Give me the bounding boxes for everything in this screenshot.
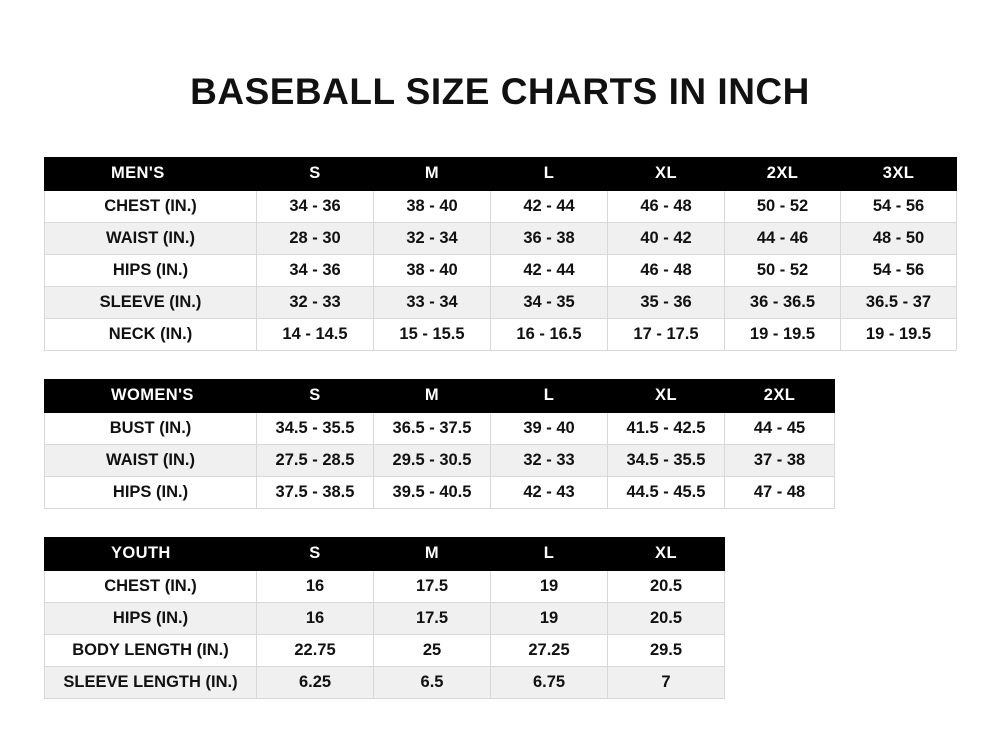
table-cell: 7 xyxy=(608,666,725,698)
table-cell: 6.5 xyxy=(374,666,491,698)
row-label: BODY LENGTH (IN.) xyxy=(45,634,257,666)
table-cell: 46 - 48 xyxy=(608,190,725,222)
table-cell: 28 - 30 xyxy=(257,222,374,254)
table-cell: 37.5 - 38.5 xyxy=(257,476,374,508)
table-cell: 32 - 33 xyxy=(491,444,608,476)
table-row xyxy=(45,476,835,508)
table-cell: 33 - 34 xyxy=(374,286,491,318)
mens-size-table xyxy=(44,157,957,351)
table-cell: 39 - 40 xyxy=(491,412,608,444)
column-header: M xyxy=(374,379,491,412)
table-cell: 19 xyxy=(491,570,608,602)
table-cell: 35 - 36 xyxy=(608,286,725,318)
table-row xyxy=(45,634,725,666)
table-row xyxy=(45,666,725,698)
table-cell: 19 xyxy=(491,602,608,634)
column-header: WOMEN'S xyxy=(45,379,257,412)
row-label: NECK (IN.) xyxy=(45,318,257,350)
table-cell: 42 - 44 xyxy=(491,254,608,286)
table-cell: 16 xyxy=(257,602,374,634)
row-label: SLEEVE LENGTH (IN.) xyxy=(45,666,257,698)
table-cell: 22.75 xyxy=(257,634,374,666)
column-header: S xyxy=(257,379,374,412)
table-cell: 44.5 - 45.5 xyxy=(608,476,725,508)
table-cell: 38 - 40 xyxy=(374,190,491,222)
table-cell: 39.5 - 40.5 xyxy=(374,476,491,508)
table-cell: 44 - 45 xyxy=(725,412,835,444)
table-cell: 50 - 52 xyxy=(725,254,841,286)
row-label: HIPS (IN.) xyxy=(45,254,257,286)
table-cell: 27.25 xyxy=(491,634,608,666)
table-cell: 20.5 xyxy=(608,602,725,634)
table-cell: 42 - 44 xyxy=(491,190,608,222)
table-cell: 16 - 16.5 xyxy=(491,318,608,350)
youth-size-table xyxy=(44,537,725,699)
table-cell: 6.25 xyxy=(257,666,374,698)
column-header: 2XL xyxy=(725,379,835,412)
row-label: CHEST (IN.) xyxy=(45,190,257,222)
table-cell: 34.5 - 35.5 xyxy=(257,412,374,444)
column-header: L xyxy=(491,157,608,190)
column-header: YOUTH xyxy=(45,537,257,570)
table-cell: 36.5 - 37.5 xyxy=(374,412,491,444)
column-header: M xyxy=(374,157,491,190)
table-cell: 27.5 - 28.5 xyxy=(257,444,374,476)
table-cell: 38 - 40 xyxy=(374,254,491,286)
table-cell: 48 - 50 xyxy=(841,222,957,254)
table-cell: 15 - 15.5 xyxy=(374,318,491,350)
table-cell: 40 - 42 xyxy=(608,222,725,254)
row-label: HIPS (IN.) xyxy=(45,602,257,634)
table-cell: 34 - 35 xyxy=(491,286,608,318)
table-cell: 36 - 38 xyxy=(491,222,608,254)
table-header-row xyxy=(45,157,957,190)
column-header: L xyxy=(491,379,608,412)
row-label: SLEEVE (IN.) xyxy=(45,286,257,318)
table-cell: 47 - 48 xyxy=(725,476,835,508)
table-cell: 14 - 14.5 xyxy=(257,318,374,350)
table-cell: 46 - 48 xyxy=(608,254,725,286)
table-row xyxy=(45,318,957,350)
table-row xyxy=(45,444,835,476)
column-header: MEN'S xyxy=(45,157,257,190)
table-row xyxy=(45,190,957,222)
table-cell: 37 - 38 xyxy=(725,444,835,476)
column-header: 3XL xyxy=(841,157,957,190)
table-cell: 19 - 19.5 xyxy=(725,318,841,350)
row-label: BUST (IN.) xyxy=(45,412,257,444)
table-cell: 36 - 36.5 xyxy=(725,286,841,318)
row-label: CHEST (IN.) xyxy=(45,570,257,602)
table-cell: 17.5 xyxy=(374,570,491,602)
column-header: XL xyxy=(608,537,725,570)
size-tables xyxy=(0,157,1000,699)
table-cell: 25 xyxy=(374,634,491,666)
table-cell: 32 - 33 xyxy=(257,286,374,318)
table-cell: 41.5 - 42.5 xyxy=(608,412,725,444)
table-row xyxy=(45,570,725,602)
table-cell: 50 - 52 xyxy=(725,190,841,222)
table-cell: 20.5 xyxy=(608,570,725,602)
table-cell: 54 - 56 xyxy=(841,190,957,222)
column-header: S xyxy=(257,157,374,190)
table-header-row xyxy=(45,379,835,412)
table-cell: 19 - 19.5 xyxy=(841,318,957,350)
table-cell: 44 - 46 xyxy=(725,222,841,254)
table-row xyxy=(45,254,957,286)
row-label: WAIST (IN.) xyxy=(45,222,257,254)
table-row xyxy=(45,286,957,318)
table-row xyxy=(45,412,835,444)
column-header: 2XL xyxy=(725,157,841,190)
column-header: XL xyxy=(608,379,725,412)
table-cell: 42 - 43 xyxy=(491,476,608,508)
table-cell: 54 - 56 xyxy=(841,254,957,286)
table-cell: 17.5 xyxy=(374,602,491,634)
table-cell: 36.5 - 37 xyxy=(841,286,957,318)
table-cell: 6.75 xyxy=(491,666,608,698)
column-header: XL xyxy=(608,157,725,190)
table-cell: 34.5 - 35.5 xyxy=(608,444,725,476)
table-cell: 29.5 - 30.5 xyxy=(374,444,491,476)
table-cell: 29.5 xyxy=(608,634,725,666)
column-header: S xyxy=(257,537,374,570)
table-cell: 32 - 34 xyxy=(374,222,491,254)
row-label: HIPS (IN.) xyxy=(45,476,257,508)
womens-size-table xyxy=(44,379,835,509)
table-header-row xyxy=(45,537,725,570)
table-cell: 17 - 17.5 xyxy=(608,318,725,350)
table-cell: 34 - 36 xyxy=(257,190,374,222)
row-label: WAIST (IN.) xyxy=(45,444,257,476)
table-row xyxy=(45,602,725,634)
table-row xyxy=(45,222,957,254)
page-title: BASEBALL SIZE CHARTS IN INCH xyxy=(190,71,810,112)
column-header: M xyxy=(374,537,491,570)
table-cell: 34 - 36 xyxy=(257,254,374,286)
table-cell: 16 xyxy=(257,570,374,602)
column-header: L xyxy=(491,537,608,570)
